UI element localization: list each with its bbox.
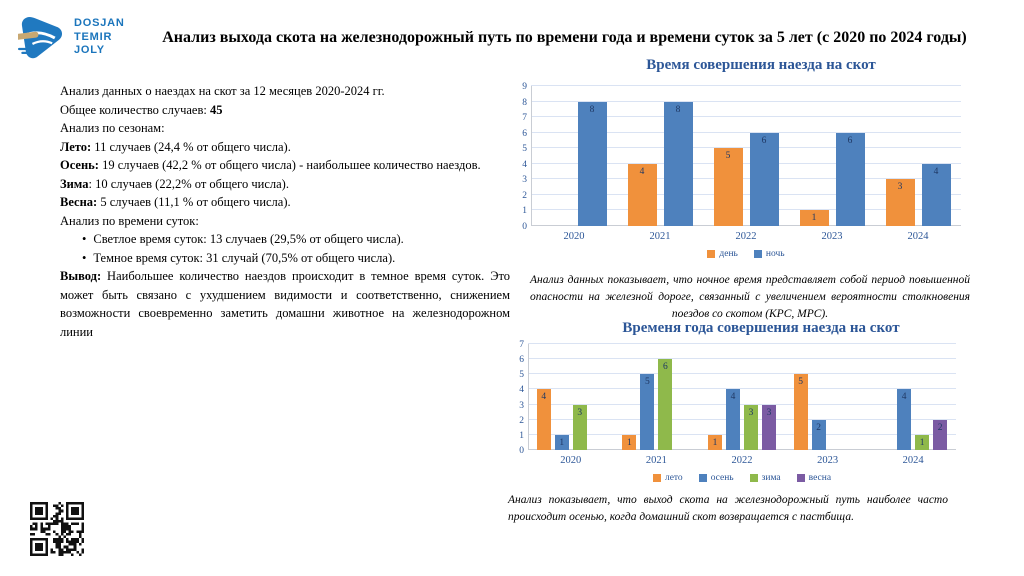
y-axis-tick-label: 1 bbox=[522, 206, 527, 217]
chart-title-time-of-day: Время совершения наезда на скот bbox=[646, 57, 876, 73]
bar-group-2020 bbox=[531, 102, 617, 226]
page-title: Анализ выхода скота на железнодорожный путь по времени года и времени суток за 5 лет (с 2020 по 2024 годы) bbox=[162, 29, 967, 46]
bar-data-label: 8 bbox=[589, 104, 595, 115]
analysis-line bbox=[60, 212, 510, 231]
legend-swatch-icon bbox=[797, 474, 805, 482]
y-axis-tick-label: 0 bbox=[522, 222, 527, 232]
legend-label: лето bbox=[664, 473, 683, 483]
bar-data-label: 4 bbox=[639, 166, 645, 177]
analysis-line bbox=[60, 119, 510, 138]
analysis-text: Осень: bbox=[60, 158, 99, 172]
bar-data-label: 5 bbox=[798, 377, 803, 388]
bar-group-2020 bbox=[528, 389, 614, 450]
bar-data-label: 4 bbox=[933, 166, 939, 177]
analysis-text: Зима bbox=[60, 176, 89, 191]
company-logo bbox=[18, 8, 125, 73]
analysis-line bbox=[60, 156, 510, 175]
bar-data-label: 3 bbox=[897, 182, 903, 193]
bar-ночь-2020 bbox=[578, 102, 607, 226]
legend-label: день bbox=[719, 249, 738, 259]
bar-осень-2023 bbox=[812, 420, 826, 450]
analysis-line bbox=[60, 193, 510, 212]
legend-item-зима bbox=[750, 473, 781, 483]
bar-лето-2023 bbox=[794, 374, 808, 450]
x-axis-label-2021: 2021 bbox=[649, 231, 671, 242]
legend-item-весна bbox=[797, 473, 831, 483]
y-axis-tick-label: 2 bbox=[519, 415, 524, 426]
caption-time-of-day: Анализ данных показывает, что ночное время представляет собой период повышенной опасности на железной дороге, связанный с увеличением вероятности столкновения поездов со скотом (КРС, МРС). bbox=[530, 274, 970, 320]
x-axis-label-2024: 2024 bbox=[907, 231, 929, 242]
legend-item-ночь bbox=[754, 249, 785, 259]
legend-item-день bbox=[707, 249, 737, 259]
analysis-line bbox=[60, 138, 510, 157]
bar-data-label: 3 bbox=[748, 407, 754, 418]
bar-лето-2020 bbox=[537, 389, 551, 450]
bar-group-2024 bbox=[870, 389, 956, 450]
qr-code bbox=[30, 502, 84, 556]
bar-group-2024 bbox=[875, 164, 961, 226]
bar-group-2023 bbox=[785, 374, 871, 450]
x-axis-label-2022: 2022 bbox=[731, 455, 753, 466]
y-axis-tick-label: 3 bbox=[519, 400, 524, 411]
x-axis-label-2023: 2023 bbox=[817, 455, 839, 466]
bar-group-2022 bbox=[699, 389, 785, 450]
legend-label: ночь bbox=[765, 249, 785, 259]
bar-осень-2021 bbox=[640, 374, 654, 450]
bar-день-2024 bbox=[886, 179, 915, 226]
analysis-line bbox=[60, 249, 510, 268]
bar-data-label: 5 bbox=[725, 151, 731, 162]
analysis-text: 5 случаев (11,1 % от общего числа). bbox=[97, 195, 291, 209]
bar-осень-2022 bbox=[726, 389, 740, 450]
bar-data-label: 2 bbox=[937, 422, 943, 433]
bar-зима-2021 bbox=[658, 359, 672, 450]
y-axis-tick-label: 6 bbox=[519, 355, 524, 366]
legend-label: зима bbox=[761, 473, 781, 483]
chart-plot-time-of-day bbox=[522, 82, 961, 232]
bar-data-label: 6 bbox=[663, 362, 668, 373]
bar-group-2022 bbox=[703, 133, 789, 226]
x-axis-label-2020: 2020 bbox=[560, 455, 582, 466]
bar-зима-2024 bbox=[915, 435, 929, 450]
y-axis-tick-label: 7 bbox=[522, 113, 527, 124]
railway-logo-icon bbox=[18, 8, 64, 73]
chart-title-season: Временя года совершения наезда на скот bbox=[622, 320, 900, 336]
bar-data-label: 6 bbox=[847, 135, 853, 146]
bar-весна-2024 bbox=[933, 420, 947, 450]
y-axis-tick-label: 5 bbox=[519, 370, 524, 381]
analysis-text: Общее количество случаев: bbox=[60, 102, 210, 117]
x-axis-label-2022: 2022 bbox=[735, 231, 757, 242]
y-axis-tick-label: 8 bbox=[522, 97, 527, 108]
bar-data-label: 3 bbox=[766, 407, 772, 418]
legend-swatch-icon bbox=[754, 250, 762, 258]
bar-день-2022 bbox=[714, 148, 743, 226]
y-axis-tick-label: 3 bbox=[522, 175, 527, 186]
y-axis-tick-label: 4 bbox=[519, 385, 524, 396]
legend-item-лето bbox=[653, 473, 683, 483]
bar-data-label: 5 bbox=[645, 377, 650, 388]
x-axis-label-2023: 2023 bbox=[821, 231, 843, 242]
analysis-text: 45 bbox=[209, 102, 223, 117]
analysis-text: Наибольшее количество наездов происходит в темное время суток. Это может быть связано с ухудшением видимости и соответственно, снижением возможности своевременно заметить домашни животное на железнодорожном линии bbox=[60, 269, 510, 339]
bar-день-2021 bbox=[628, 164, 657, 226]
chart-x-axis-season bbox=[528, 455, 956, 466]
bar-осень-2024 bbox=[897, 389, 911, 450]
chart-legend-time-of-day bbox=[531, 249, 961, 259]
analysis-text: Анализ данных о наездах на скот за 12 месяцев 2020-2024 гг. bbox=[60, 84, 385, 98]
x-axis-label-2024: 2024 bbox=[902, 455, 924, 466]
bar-data-label: 1 bbox=[627, 437, 632, 448]
bar-data-label: 8 bbox=[675, 104, 681, 115]
y-axis-tick-label: 9 bbox=[522, 82, 527, 92]
y-axis-tick-label: 6 bbox=[522, 128, 527, 139]
analysis-line bbox=[60, 230, 510, 249]
bar-data-label: 1 bbox=[712, 437, 718, 448]
caption-season: Анализ показывает, что выход скота на железнодорожный путь наиболее часто происходит осенью, когда домашний скот возвращается с пастбища. bbox=[508, 494, 948, 523]
y-axis-tick-label: 4 bbox=[522, 159, 527, 170]
bar-data-label: 4 bbox=[901, 392, 907, 403]
y-axis-tick-label: 1 bbox=[519, 430, 524, 441]
bar-data-label: 2 bbox=[816, 422, 821, 433]
analysis-text: 11 случаев (24,4 % от общего числа). bbox=[91, 139, 291, 154]
chart-plot-season bbox=[519, 340, 956, 456]
bar-data-label: 4 bbox=[730, 392, 736, 403]
bar-ночь-2024 bbox=[922, 164, 951, 226]
analysis-line bbox=[60, 101, 510, 120]
analysis-text: 19 случаев (42,2 % от общего числа) - наибольшее количество наездов. bbox=[98, 158, 481, 172]
bar-group-2023 bbox=[789, 133, 875, 226]
bar-group-2021 bbox=[614, 359, 700, 450]
bar-зима-2022 bbox=[744, 405, 758, 450]
chart-legend-season bbox=[528, 473, 956, 483]
bar-лето-2022 bbox=[708, 435, 722, 450]
chart-season bbox=[505, 320, 1017, 483]
bar-ночь-2021 bbox=[664, 102, 693, 226]
bar-data-label: 3 bbox=[577, 407, 583, 418]
analysis-text: Анализ по сезонам: bbox=[60, 121, 165, 135]
analysis-text: Вывод: bbox=[60, 269, 102, 283]
x-axis-label-2021: 2021 bbox=[645, 455, 667, 466]
analysis-text: Анализ по времени суток: bbox=[60, 213, 199, 228]
bar-groups bbox=[528, 344, 956, 450]
analysis-text: Светлое время суток: 13 случаев (29,5% от общего числа). bbox=[93, 232, 404, 246]
analysis-line bbox=[60, 267, 510, 341]
legend-item-осень bbox=[699, 473, 734, 483]
y-axis-tick-label: 0 bbox=[519, 446, 524, 456]
legend-swatch-icon bbox=[699, 474, 707, 482]
logo-text-line3: JOLY bbox=[74, 44, 105, 56]
bar-groups bbox=[531, 86, 961, 226]
analysis-text: Лето: bbox=[60, 139, 92, 154]
bar-data-label: 4 bbox=[541, 392, 547, 403]
bar-день-2023 bbox=[800, 210, 829, 226]
bar-data-label: 1 bbox=[559, 437, 565, 448]
analysis-text: Весна: bbox=[60, 195, 98, 209]
legend-swatch-icon bbox=[707, 250, 715, 258]
analysis-line bbox=[60, 175, 510, 194]
chart-time-of-day bbox=[505, 57, 1017, 259]
bar-ночь-2023 bbox=[836, 133, 865, 226]
bar-data-label: 1 bbox=[919, 437, 925, 448]
bar-осень-2020 bbox=[555, 435, 569, 450]
chart-x-axis-time-of-day bbox=[531, 231, 961, 242]
bar-group-2021 bbox=[617, 102, 703, 226]
x-axis-label-2020: 2020 bbox=[563, 231, 585, 242]
legend-label: осень bbox=[710, 473, 734, 483]
analysis-line bbox=[60, 82, 510, 101]
analysis-text: : 10 случаев (22,2% от общего числа). bbox=[88, 176, 289, 191]
bar-data-label: 1 bbox=[811, 213, 817, 224]
analysis-text-block bbox=[60, 82, 510, 341]
legend-swatch-icon bbox=[653, 474, 661, 482]
y-axis-tick-label: 2 bbox=[522, 190, 527, 201]
legend-label: весна bbox=[808, 473, 832, 483]
analysis-text: Темное время суток: 31 случай (70,5% от общего числа). bbox=[93, 250, 396, 265]
logo-text-line1: DOSJAN bbox=[74, 17, 125, 29]
logo-text-line2: TEMIR bbox=[74, 30, 113, 43]
bar-ночь-2022 bbox=[750, 133, 779, 226]
y-axis-tick-label: 7 bbox=[519, 340, 524, 350]
bar-весна-2022 bbox=[762, 405, 776, 450]
bar-лето-2021 bbox=[622, 435, 636, 450]
bar-зима-2020 bbox=[573, 405, 587, 450]
legend-swatch-icon bbox=[750, 474, 758, 482]
bar-data-label: 6 bbox=[761, 135, 767, 146]
y-axis-tick-label: 5 bbox=[522, 144, 527, 155]
